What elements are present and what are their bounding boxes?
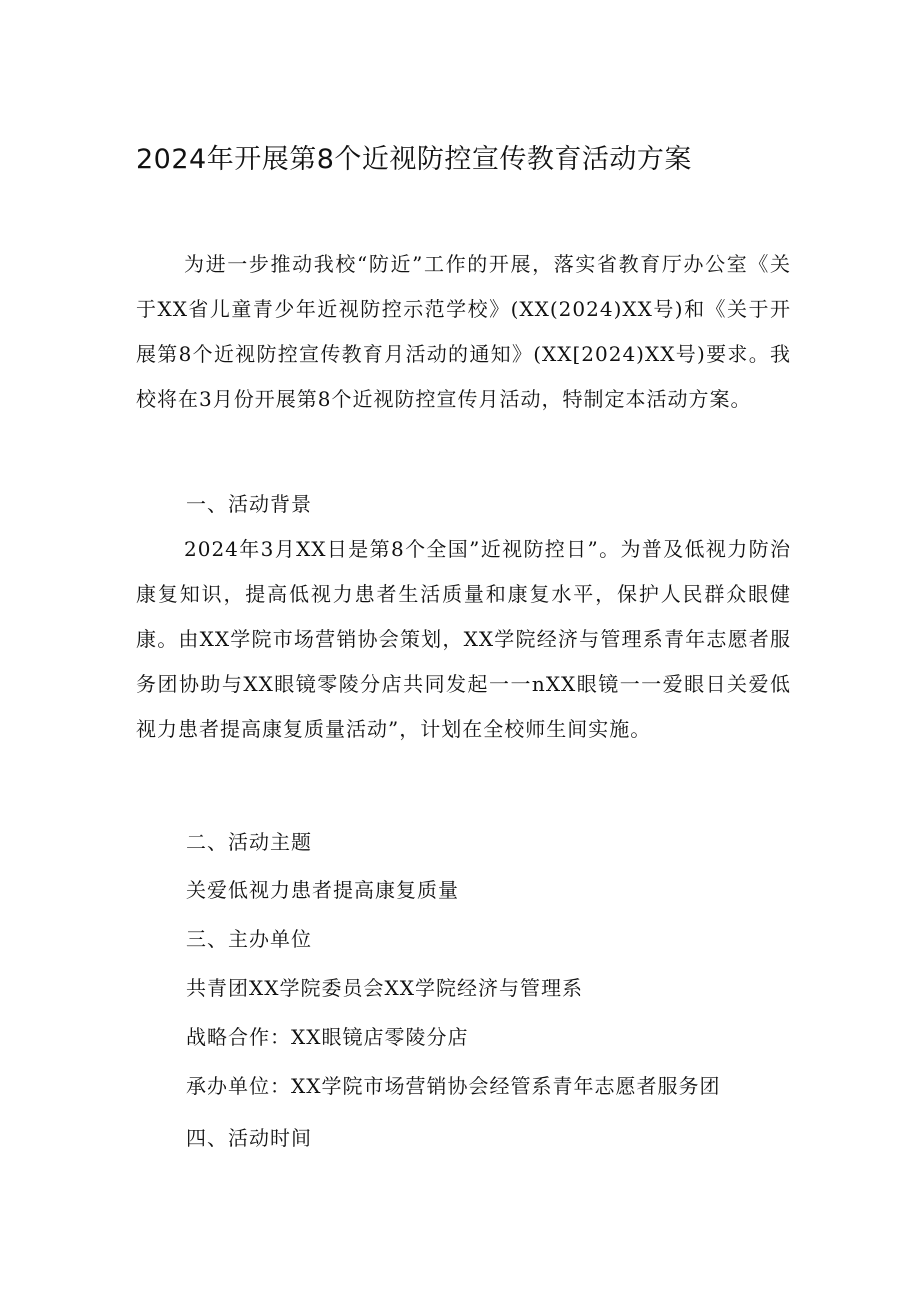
- section-heading-time: 四、活动时间: [186, 1126, 312, 1150]
- strategic-partner-line: 战略合作：XX眼镜店零陵分店: [186, 1025, 469, 1049]
- document-title: 2024年开展第8个近视防控宣传教育活动方案: [136, 144, 692, 175]
- section-heading-organizer: 三、主办单位: [186, 927, 312, 951]
- host-unit-line: 承办单位：XX学院市场营销协会经管系青年志愿者服务团: [186, 1074, 721, 1098]
- section-heading-background: 一、活动背景: [186, 492, 312, 516]
- theme-text: 关爱低视力患者提高康复质量: [186, 878, 459, 902]
- organizer-line: 共青团XX学院委员会XX学院经济与管理系: [186, 976, 583, 1000]
- section-heading-theme: 二、活动主题: [186, 830, 312, 854]
- background-paragraph: 2024年3月XX日是第8个全国”近视防控日”。为普及低视力防治康复知识，提高低视力患者生活质量和康复水平，保护人民群众眼健康。由XX学院市场营销协会策划，XX学院经济与管理系青年志愿者服务团协助与XX眼镜零陵分店共同发起一一nXX眼镜一一爱眼日关爱低视力患者提高康复质量活动”，计划在全校师生间实施。: [136, 537, 791, 741]
- intro-paragraph: 为进一步推动我校“防近”工作的开展，落实省教育厅办公室《关于XX省儿童青少年近视防控示范学校》(XX(2024)XX号)和《关于开展第8个近视防控宣传教育月活动的通知》(XX[2024)XX号)要求。我校将在3月份开展第8个近视防控宣传月活动，特制定本活动方案。: [136, 252, 791, 411]
